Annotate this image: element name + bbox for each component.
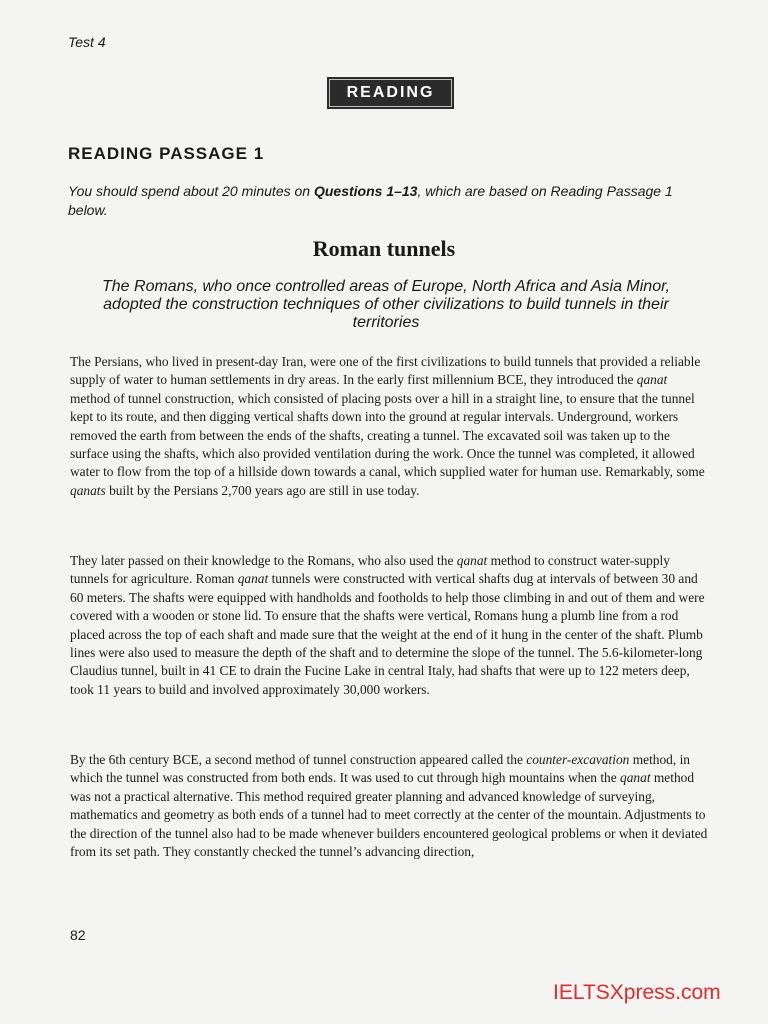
paragraph-3: By the 6th century BCE, a second method of tunnel construction appeared called the counter-excavation method, in which the tunnel was constructed from both ends. It was used to cut through high mountains when the qanat method was not a practical alternative. This method required greater planning and advanced knowledge of surveying, mathematics and geometry as both ends of a tunnel had to meet correctly at the center of the mountain. Adjustments to the direction of the tunnel also had to be made whenever builders encountered geological problems or when it deviated from its set path. They constantly checked the tunnel’s advancing direction, [70, 752, 708, 860]
page-number: 82 [70, 927, 86, 943]
passage-heading: READING PASSAGE 1 [68, 144, 265, 163]
term-qanat: qanat [237, 571, 269, 587]
term-qanat: qanat [636, 372, 668, 388]
instructions [68, 182, 708, 220]
section-badge: READING [327, 77, 454, 109]
article-title: Roman tunnels [312, 236, 456, 261]
term-qanats: qanats [70, 482, 106, 498]
instructions-questions: Questions 1–13 [313, 183, 418, 199]
paragraph-2: They later passed on their knowledge to the Romans, who also used the qanat method to construct water-supply tunnels for agriculture. Roman qanat tunnels were constructed with vertical shafts dug at intervals of between 30 and 60 meters. The shafts were equipped with handholds and footholds to help those climbing in and out of them and were covered with a wooden or stone lid. To ensure that the shafts were vertical, Romans hung a plumb line from a rod placed across the top of each shaft and made sure that the weight at the end of it hung in the center of the shaft. Plumb lines were also used to measure the depth of the shaft and to determine the slope of the tunnel. The 5.6-kilometer-long Claudius tunnel, built in 41 CE to drain the Fucine Lake in central Italy, had shafts that were up to 122 meters deep, took 11 years to build and involved approximately 30,000 workers. [70, 553, 705, 697]
instructions-after: , which are based on Reading Passage 1 below. [68, 183, 673, 218]
test-label: Test 4 [68, 34, 106, 50]
term-qanat: qanat [456, 553, 488, 568]
term-qanat: qanat [620, 770, 651, 786]
term-counter-excavation: counter-excavation [526, 752, 630, 767]
article-subtitle: The Romans, who once controlled areas of Europe, North Africa and Asia Minor, adopted the construction techniques of other civilizations to build tunnels in their territories [102, 278, 670, 331]
paragraph-1: The Persians, who lived in present-day Iran, were one of the first civilizations to build tunnels that provided a reliable supply of water to human settlements in dry areas. In the early first millennium BCE, they introduced the qanat method of tunnel construction, which consisted of placing posts over a hill in a straight line, to ensure that the tunnel kept to its route, and then digging vertical shafts down into the ground at regular intervals. Underground, workers removed the earth from between the ends of the shafts, creating a tunnel. The excavated soil was taken up to the surface using the shafts, which also provided ventilation during the work. Once the tunnel was completed, it allowed water to flow from the top of a hillside down towards a canal, which supplied water for human use. Remarkably, some qanats built by the Persians 2,700 years ago are still in use today. [70, 354, 705, 498]
instructions-before: You should spend about 20 minutes on [68, 183, 314, 199]
watermark: IELTSXpress.com [553, 981, 721, 1004]
